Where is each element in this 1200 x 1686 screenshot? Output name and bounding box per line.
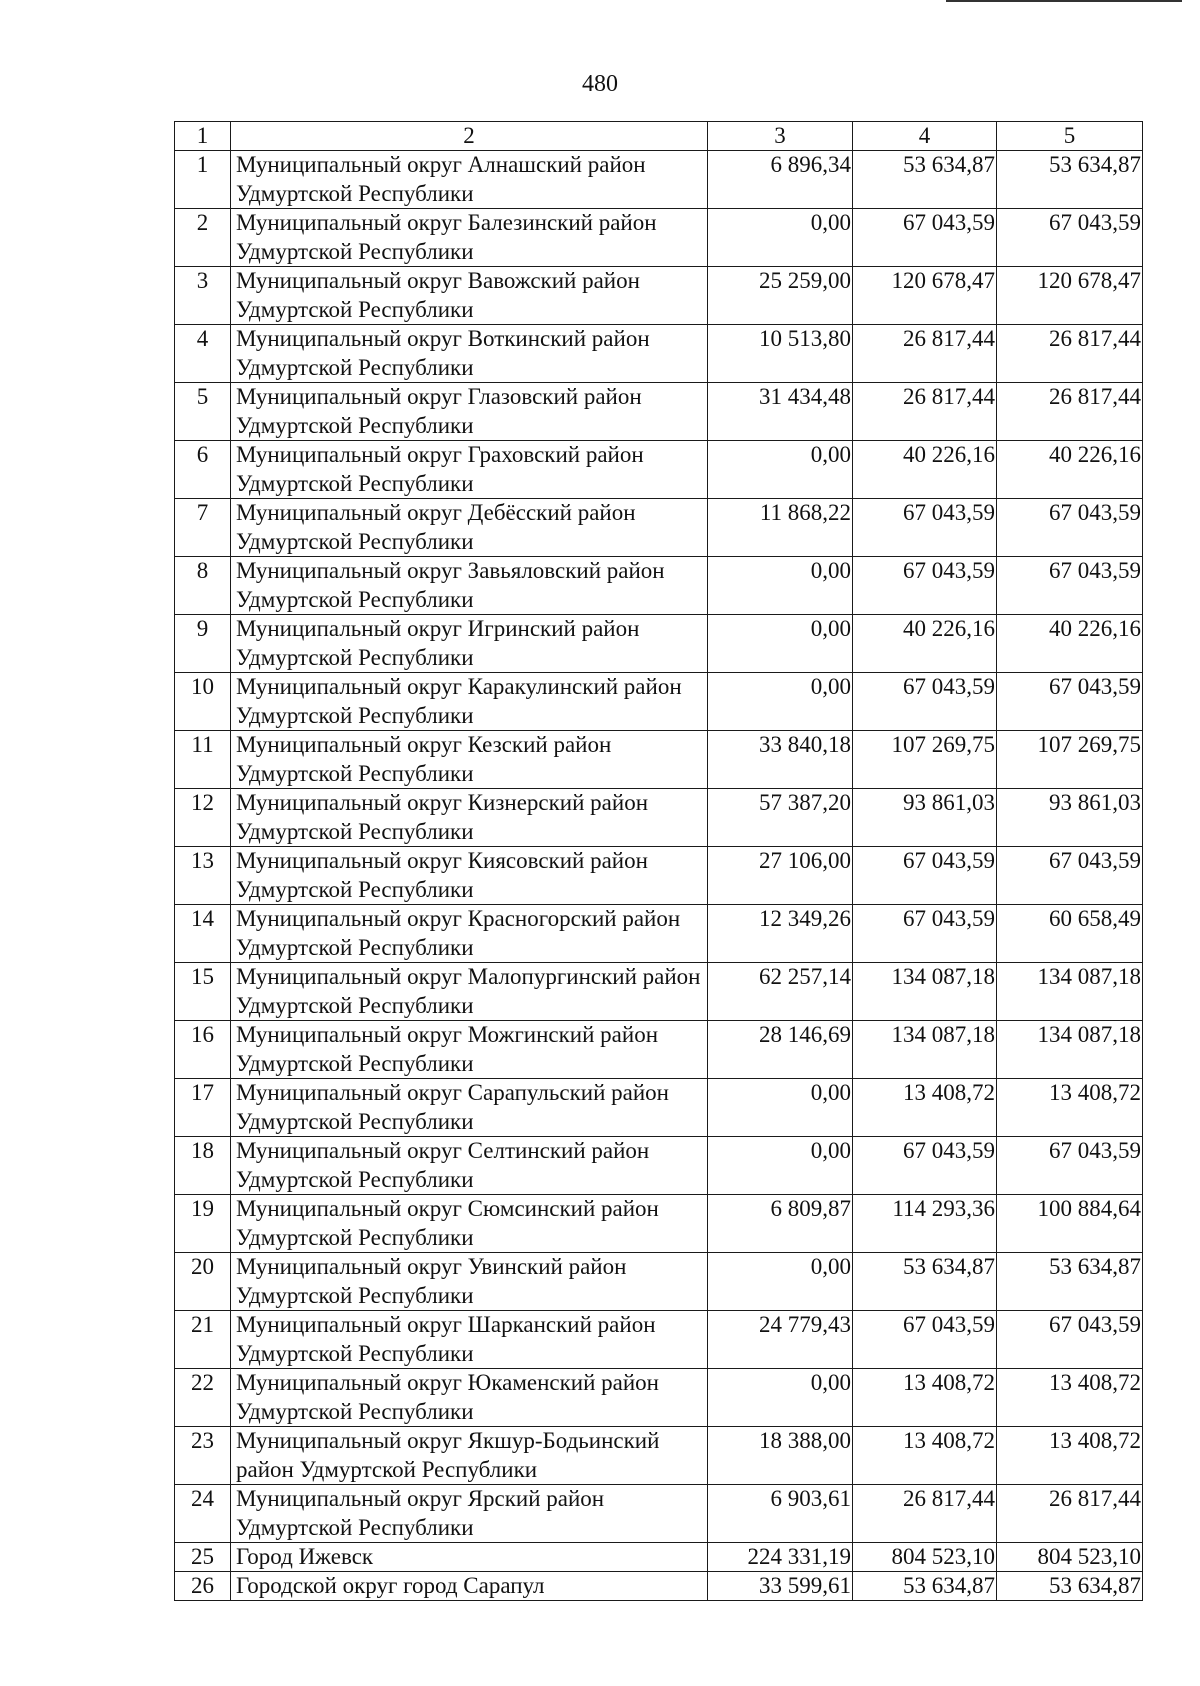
value-col3-cell: 224 331,19: [708, 1543, 853, 1572]
value-col5-cell: 60 658,49: [997, 905, 1143, 963]
value-col5-cell: 804 523,10: [997, 1543, 1143, 1572]
municipality-name-cell: Муниципальный округ Якшур-Бодьинский район Удмуртской Республики: [231, 1427, 708, 1485]
row-number-cell: 2: [175, 209, 231, 267]
value-col3-cell: 33 599,61: [708, 1572, 853, 1601]
value-col3-cell: 0,00: [708, 209, 853, 267]
municipality-name-cell: Муниципальный округ Кизнерский район Удмуртской Республики: [231, 789, 708, 847]
value-col5-cell: 53 634,87: [997, 1572, 1143, 1601]
municipality-name-cell: Муниципальный округ Алнашский район Удмуртской Республики: [231, 151, 708, 209]
value-col5-cell: 67 043,59: [997, 557, 1143, 615]
value-col5-cell: 67 043,59: [997, 673, 1143, 731]
value-col4-cell: 40 226,16: [853, 441, 997, 499]
value-col3-cell: 0,00: [708, 1253, 853, 1311]
value-col4-cell: 67 043,59: [853, 847, 997, 905]
municipality-name-cell: Муниципальный округ Шарканский район Удмуртской Республики: [231, 1311, 708, 1369]
value-col4-cell: 114 293,36: [853, 1195, 997, 1253]
row-number-cell: 18: [175, 1137, 231, 1195]
table-row: [175, 963, 1143, 1021]
value-col5-cell: 53 634,87: [997, 151, 1143, 209]
table-row: [175, 1485, 1143, 1543]
municipality-name-cell: Муниципальный округ Красногорский район Удмуртской Республики: [231, 905, 708, 963]
header-cell-col3: 3: [708, 122, 853, 151]
value-col3-cell: 0,00: [708, 1369, 853, 1427]
value-col5-cell: 26 817,44: [997, 325, 1143, 383]
row-number-cell: 17: [175, 1079, 231, 1137]
table-row: [175, 1253, 1143, 1311]
header-cell-col4: 4: [853, 122, 997, 151]
header-cell-col5: 5: [997, 122, 1143, 151]
row-number-cell: 25: [175, 1543, 231, 1572]
value-col4-cell: 53 634,87: [853, 151, 997, 209]
table-row: [175, 1427, 1143, 1485]
table-row: [175, 1543, 1143, 1572]
value-col4-cell: 134 087,18: [853, 963, 997, 1021]
municipality-name-cell: Муниципальный округ Увинский район Удмуртской Республики: [231, 1253, 708, 1311]
municipality-name-cell: Муниципальный округ Кезский район Удмуртской Республики: [231, 731, 708, 789]
municipality-name-cell: Муниципальный округ Завьяловский район Удмуртской Республики: [231, 557, 708, 615]
value-col5-cell: 53 634,87: [997, 1253, 1143, 1311]
row-number-cell: 11: [175, 731, 231, 789]
municipality-name-cell: Муниципальный округ Ярский район Удмуртской Республики: [231, 1485, 708, 1543]
municipality-name-cell: Муниципальный округ Балезинский район Удмуртской Республики: [231, 209, 708, 267]
value-col4-cell: 120 678,47: [853, 267, 997, 325]
value-col4-cell: 26 817,44: [853, 383, 997, 441]
value-col5-cell: 67 043,59: [997, 847, 1143, 905]
value-col4-cell: 53 634,87: [853, 1572, 997, 1601]
table-row: [175, 905, 1143, 963]
row-number-cell: 21: [175, 1311, 231, 1369]
row-number-cell: 8: [175, 557, 231, 615]
value-col3-cell: 57 387,20: [708, 789, 853, 847]
table-row: [175, 383, 1143, 441]
value-col3-cell: 10 513,80: [708, 325, 853, 383]
value-col5-cell: 13 408,72: [997, 1427, 1143, 1485]
row-number-cell: 24: [175, 1485, 231, 1543]
value-col3-cell: 28 146,69: [708, 1021, 853, 1079]
value-col3-cell: 18 388,00: [708, 1427, 853, 1485]
table-row: [175, 1079, 1143, 1137]
value-col4-cell: 67 043,59: [853, 673, 997, 731]
value-col4-cell: 107 269,75: [853, 731, 997, 789]
value-col5-cell: 107 269,75: [997, 731, 1143, 789]
page-number: 480: [582, 71, 618, 97]
value-col5-cell: 134 087,18: [997, 1021, 1143, 1079]
municipality-name-cell: Муниципальный округ Можгинский район Удмуртской Республики: [231, 1021, 708, 1079]
municipality-name-cell: Муниципальный округ Вавожский район Удмуртской Республики: [231, 267, 708, 325]
value-col3-cell: 0,00: [708, 557, 853, 615]
value-col5-cell: 120 678,47: [997, 267, 1143, 325]
row-number-cell: 9: [175, 615, 231, 673]
table-row: [175, 441, 1143, 499]
municipality-name-cell: Муниципальный округ Сарапульский район Удмуртской Республики: [231, 1079, 708, 1137]
municipality-name-cell: Городской округ город Сарапул: [231, 1572, 708, 1601]
value-col4-cell: 40 226,16: [853, 615, 997, 673]
municipality-name-cell: Муниципальный округ Юкаменский район Удмуртской Республики: [231, 1369, 708, 1427]
row-number-cell: 23: [175, 1427, 231, 1485]
value-col4-cell: 134 087,18: [853, 1021, 997, 1079]
value-col3-cell: 0,00: [708, 1079, 853, 1137]
municipality-name-cell: Муниципальный округ Воткинский район Удмуртской Республики: [231, 325, 708, 383]
municipality-name-cell: Муниципальный округ Дебёсский район Удмуртской Республики: [231, 499, 708, 557]
table-row: [175, 1311, 1143, 1369]
value-col4-cell: 67 043,59: [853, 557, 997, 615]
table-row: [175, 151, 1143, 209]
row-number-cell: 12: [175, 789, 231, 847]
table-header: [175, 122, 1143, 151]
table-row: [175, 1021, 1143, 1079]
table-row: [175, 557, 1143, 615]
value-col5-cell: 26 817,44: [997, 383, 1143, 441]
municipality-name-cell: Муниципальный округ Глазовский район Удмуртской Республики: [231, 383, 708, 441]
row-number-cell: 6: [175, 441, 231, 499]
row-number-cell: 1: [175, 151, 231, 209]
value-col3-cell: 0,00: [708, 441, 853, 499]
table-row: [175, 847, 1143, 905]
value-col3-cell: 6 809,87: [708, 1195, 853, 1253]
value-col3-cell: 11 868,22: [708, 499, 853, 557]
municipality-name-cell: Муниципальный округ Граховский район Удмуртской Республики: [231, 441, 708, 499]
row-number-cell: 16: [175, 1021, 231, 1079]
value-col3-cell: 12 349,26: [708, 905, 853, 963]
municipality-name-cell: Муниципальный округ Малопургинский район Удмуртской Республики: [231, 963, 708, 1021]
row-number-cell: 5: [175, 383, 231, 441]
value-col3-cell: 25 259,00: [708, 267, 853, 325]
row-number-cell: 19: [175, 1195, 231, 1253]
value-col4-cell: 67 043,59: [853, 499, 997, 557]
value-col3-cell: 27 106,00: [708, 847, 853, 905]
table-row: [175, 267, 1143, 325]
value-col3-cell: 6 896,34: [708, 151, 853, 209]
table-row: [175, 1369, 1143, 1427]
table-row: [175, 1137, 1143, 1195]
value-col4-cell: 13 408,72: [853, 1369, 997, 1427]
municipality-name-cell: Муниципальный округ Сюмсинский район Удмуртской Республики: [231, 1195, 708, 1253]
value-col4-cell: 53 634,87: [853, 1253, 997, 1311]
table-row: [175, 499, 1143, 557]
row-number-cell: 22: [175, 1369, 231, 1427]
row-number-cell: 14: [175, 905, 231, 963]
value-col4-cell: 26 817,44: [853, 1485, 997, 1543]
header-cell-col2: 2: [231, 122, 708, 151]
value-col5-cell: 134 087,18: [997, 963, 1143, 1021]
value-col5-cell: 13 408,72: [997, 1369, 1143, 1427]
row-number-cell: 4: [175, 325, 231, 383]
value-col3-cell: 31 434,48: [708, 383, 853, 441]
value-col3-cell: 0,00: [708, 615, 853, 673]
value-col5-cell: 100 884,64: [997, 1195, 1143, 1253]
row-number-cell: 20: [175, 1253, 231, 1311]
value-col3-cell: 62 257,14: [708, 963, 853, 1021]
municipality-name-cell: Муниципальный округ Киясовский район Удмуртской Республики: [231, 847, 708, 905]
value-col3-cell: 0,00: [708, 673, 853, 731]
value-col5-cell: 40 226,16: [997, 441, 1143, 499]
table-row: [175, 1195, 1143, 1253]
value-col5-cell: 67 043,59: [997, 209, 1143, 267]
value-col4-cell: 67 043,59: [853, 905, 997, 963]
table-row: [175, 325, 1143, 383]
value-col4-cell: 67 043,59: [853, 209, 997, 267]
row-number-cell: 15: [175, 963, 231, 1021]
value-col4-cell: 93 861,03: [853, 789, 997, 847]
table-body: [175, 151, 1143, 1601]
value-col3-cell: 0,00: [708, 1137, 853, 1195]
header-cell-col1: 1: [175, 122, 231, 151]
table-row: [175, 789, 1143, 847]
table-row: [175, 615, 1143, 673]
value-col4-cell: 26 817,44: [853, 325, 997, 383]
table-row: [175, 673, 1143, 731]
value-col5-cell: 67 043,59: [997, 1137, 1143, 1195]
table-row: [175, 209, 1143, 267]
header-row: [175, 122, 1143, 151]
municipality-name-cell: Город Ижевск: [231, 1543, 708, 1572]
value-col3-cell: 6 903,61: [708, 1485, 853, 1543]
budget-table: [174, 121, 1143, 1601]
value-col4-cell: 67 043,59: [853, 1137, 997, 1195]
value-col4-cell: 13 408,72: [853, 1079, 997, 1137]
row-number-cell: 10: [175, 673, 231, 731]
value-col4-cell: 13 408,72: [853, 1427, 997, 1485]
row-number-cell: 26: [175, 1572, 231, 1601]
row-number-cell: 3: [175, 267, 231, 325]
value-col5-cell: 67 043,59: [997, 499, 1143, 557]
value-col3-cell: 33 840,18: [708, 731, 853, 789]
value-col5-cell: 93 861,03: [997, 789, 1143, 847]
value-col5-cell: 13 408,72: [997, 1079, 1143, 1137]
scan-edge-line: [946, 0, 1182, 2]
value-col4-cell: 804 523,10: [853, 1543, 997, 1572]
table-row: [175, 731, 1143, 789]
municipality-name-cell: Муниципальный округ Каракулинский район Удмуртской Республики: [231, 673, 708, 731]
row-number-cell: 7: [175, 499, 231, 557]
row-number-cell: 13: [175, 847, 231, 905]
value-col5-cell: 40 226,16: [997, 615, 1143, 673]
municipality-name-cell: Муниципальный округ Игринский район Удмуртской Республики: [231, 615, 708, 673]
value-col5-cell: 67 043,59: [997, 1311, 1143, 1369]
value-col3-cell: 24 779,43: [708, 1311, 853, 1369]
municipality-name-cell: Муниципальный округ Селтинский район Удмуртской Республики: [231, 1137, 708, 1195]
table-row: [175, 1572, 1143, 1601]
value-col5-cell: 26 817,44: [997, 1485, 1143, 1543]
value-col4-cell: 67 043,59: [853, 1311, 997, 1369]
